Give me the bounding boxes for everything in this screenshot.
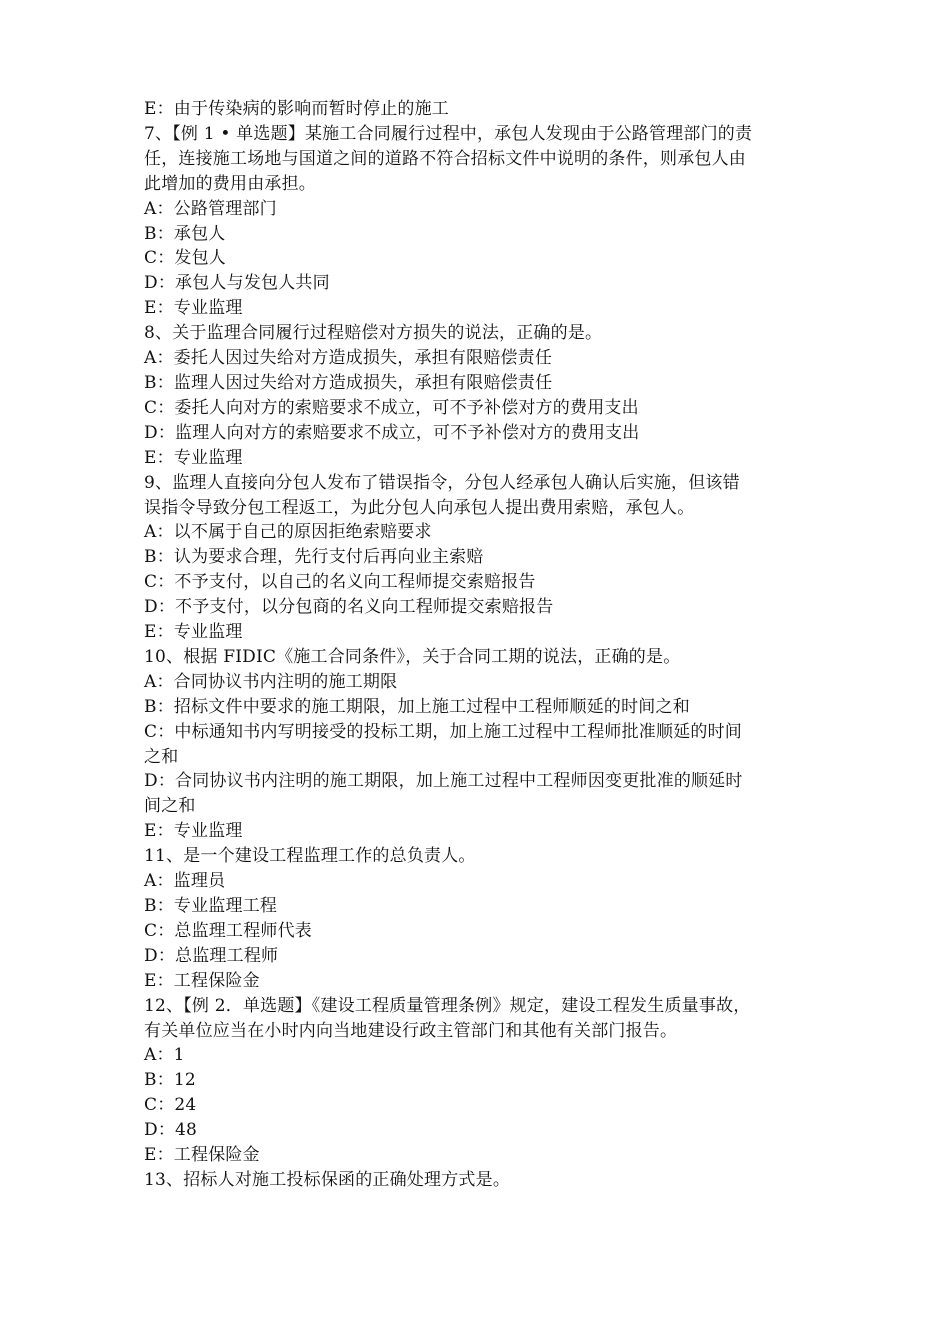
question-9-line-1: 9、监理人直接向分包人发布了错误指令，分包人经承包人确认后实施，但该错 [144, 472, 740, 493]
option-b-q10: B：招标文件中要求的施工期限，加上施工过程中工程师顺延的时间之和 [144, 696, 690, 717]
option-c-q9: C：不予支付，以自己的名义向工程师提交索赔报告 [144, 572, 536, 593]
option-d-q10-line-1: D：合同协议书内注明的施工期限，加上施工过程中工程师因变更批准的顺延时 [144, 771, 743, 792]
option-e-q12: E：工程保险金 [144, 1145, 260, 1166]
question-13: 13、招标人对施工投标保函的正确处理方式是。 [144, 1169, 511, 1190]
option-a-q7: A：公路管理部门 [144, 198, 277, 219]
option-c-q12: C：24 [144, 1095, 197, 1116]
option-b-q12: B：12 [144, 1070, 196, 1091]
question-8: 8、关于监理合同履行过程赔偿对方损失的说法，正确的是。 [144, 323, 603, 344]
option-c-q10-line-2: 之和 [144, 746, 179, 767]
document-page [144, 97, 812, 1193]
option-a-q11: A：监理员 [144, 871, 226, 892]
option-c-q8: C：委托人向对方的索赔要求不成立，可不予补偿对方的费用支出 [144, 397, 639, 418]
option-e-q11: E：工程保险金 [144, 970, 260, 991]
option-e-q7: E：专业监理 [144, 298, 243, 319]
question-12-line-1: 12、【例 2．单选题】《建设工程质量管理条例》规定，建设工程发生质量事故， [144, 995, 751, 1016]
option-d-q10-line-2: 间之和 [144, 796, 196, 817]
option-b-q7: B：承包人 [144, 223, 226, 244]
option-b-q8: B：监理人因过失给对方造成损失，承担有限赔偿责任 [144, 372, 553, 393]
option-e-q9: E：专业监理 [144, 622, 243, 643]
question-7-line-1: 7、【例 1 • 单选题】某施工合同履行过程中，承包人发现由于公路管理部门的责 [144, 123, 753, 144]
option-d-q11: D：总监理工程师 [144, 945, 279, 966]
option-a-q10: A：合同协议书内注明的施工期限 [144, 671, 398, 692]
question-7-line-3: 此增加的费用由承担。 [144, 173, 316, 194]
option-a-q12: A：1 [144, 1045, 185, 1066]
question-12-line-2: 有关单位应当在小时内向当地建设行政主管部门和其他有关部门报告。 [144, 1020, 678, 1041]
option-d-q7: D：承包人与发包人共同 [144, 273, 330, 294]
option-d-q9: D：不予支付，以分包商的名义向工程师提交索赔报告 [144, 597, 554, 618]
option-c-q7: C：发包人 [144, 248, 227, 269]
option-b-q9: B：认为要求合理，先行支付后再向业主索赔 [144, 547, 484, 568]
option-c-q10-line-1: C：中标通知书内写明接受的投标工期，加上施工过程中工程师批准顺延的时间 [144, 721, 743, 742]
option-e-q10: E：专业监理 [144, 821, 243, 842]
option-e-q6: E：由于传染病的影响而暂时停止的施工 [144, 99, 450, 119]
question-10: 10、根据 FIDIC《施工合同条件》，关于合同工期的说法，正确的是。 [144, 646, 681, 667]
question-7-line-2: 任，连接施工场地与国道之间的道路不符合招标文件中说明的条件，则承包人由 [144, 148, 746, 169]
option-d-q12: D：48 [144, 1120, 198, 1141]
option-e-q8: E：专业监理 [144, 447, 243, 468]
option-c-q11: C：总监理工程师代表 [144, 920, 313, 941]
option-a-q8: A：委托人因过失给对方造成损失，承担有限赔偿责任 [144, 348, 553, 369]
option-d-q8: D：监理人向对方的索赔要求不成立，可不予补偿对方的费用支出 [144, 422, 640, 443]
option-b-q11: B：专业监理工程 [144, 896, 278, 916]
question-11: 11、是一个建设工程监理工作的总负责人。 [144, 846, 476, 867]
question-9-line-2: 误指令导致分包工程返工，为此分包人向承包人提出费用索赔，承包人。 [144, 497, 695, 518]
option-a-q9: A：以不属于自己的原因拒绝索赔要求 [144, 522, 432, 543]
